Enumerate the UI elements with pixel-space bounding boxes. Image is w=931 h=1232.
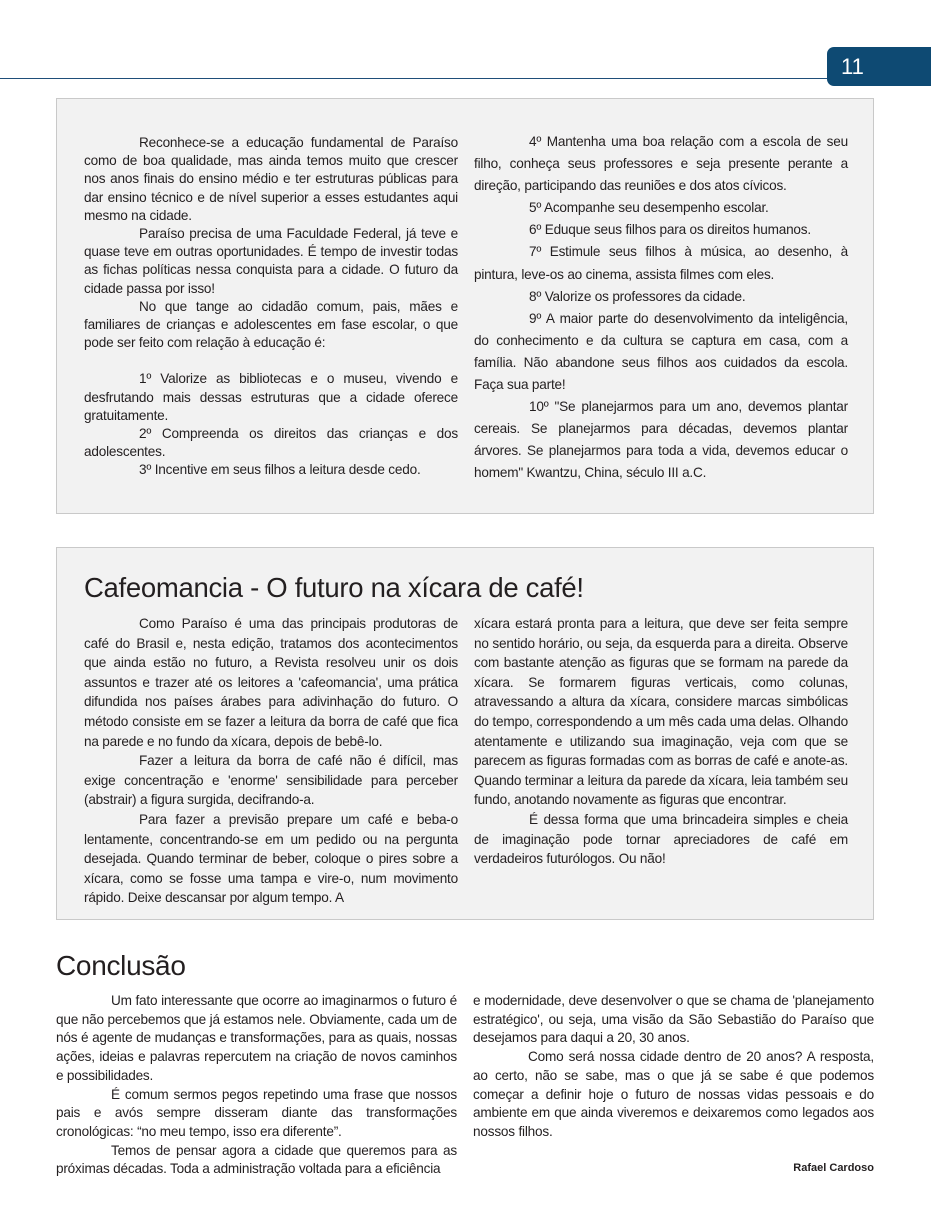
list-item: 1º Valorize as bibliotecas e o museu, vivendo e desfrutando mais dessas estruturas que a cidade oferece gratuitamente. [84, 371, 458, 423]
conclusion-right-column [473, 992, 874, 1142]
paragraph: e modernidade, deve desenvolver o que se chama de 'planejamento estratégico', ou seja, uma visão da São Sebastião do Paraíso que desejamos para daqui a 20, 30 anos. [473, 993, 874, 1046]
list-item: 4º Mantenha uma boa relação com a escola de seu filho, conheça seus professores e seja presente perante a direção, participando das reuniões e dos atos cívicos. [474, 134, 848, 194]
list-item: 10º "Se planejarmos para um ano, devemos plantar cereais. Se planejarmos para décadas, devemos plantar árvores. Se planejarmos para toda a vida, devemos educar o homem" Kwantzu, China, século III a.C. [474, 399, 848, 481]
list-item: 3º Incentive em seus filhos a leitura desde cedo. [139, 462, 421, 478]
education-right-column [474, 131, 848, 485]
paragraph: Temos de pensar agora a cidade que queremos para as próximas décadas. Toda a administração voltada para a eficiência [56, 1142, 457, 1177]
paragraph: No que tange ao cidadão comum, pais, mães e familiares de crianças e adolescentes em fase escolar, o que pode ser feito com relação à educação é: [84, 298, 458, 351]
paragraph: É dessa forma que uma brincadeira simples e cheia de imaginação pode tornar apreciadores de café em verdadeiros futurólogos. Ou não! [474, 811, 848, 867]
education-box [56, 98, 874, 514]
education-left-column [84, 134, 458, 480]
list-item: 8º Valorize os professores da cidade. [529, 288, 746, 304]
cafeomancia-right-column [474, 614, 848, 869]
list-item: 6º Eduque seus filhos para os direitos humanos. [529, 222, 811, 238]
conclusion-left-column [56, 992, 457, 1179]
page-number: 11 [827, 47, 931, 86]
conclusion-title: Conclusão [56, 950, 186, 981]
paragraph: Paraíso precisa de uma Faculdade Federal, já teve e quase teve em outras oportunidades. É tempo de investir todas as fichas políticas nessa conquista para a cidade. O futuro da cidade passa por isso! [84, 226, 458, 296]
cafeomancia-title: Cafeomancia - O futuro na xícara de café! [84, 572, 584, 603]
cafeomancia-left-column [84, 614, 458, 908]
cafeomancia-box [56, 547, 874, 920]
paragraph: É comum sermos pegos repetindo uma frase que nossos pais e avós sempre disseram diante das transformações cronológicas: “no meu tempo, isso era diferente”. [56, 1086, 457, 1139]
paragraph: Para fazer a previsão prepare um café e beba-o lentamente, concentrando-se em um pedido ou na pergunta desejada. Quando terminar de beber, coloque o pires sobre a xícara, como se fosse uma tampa e vire-o, num movimento rápido. Deixe descansar por algum tempo. A [84, 811, 458, 906]
list-item: 5º Acompanhe seu desempenho escolar. [529, 200, 769, 216]
paragraph: Fazer a leitura da borra de café não é difícil, mas exige concentração e 'enorme' sensibilidade para perceber (abstrair) a figura surgida, decifrando-a. [84, 753, 458, 808]
paragraph: Um fato interessante que ocorre ao imaginarmos o futuro é que não percebemos que já estamos nele. Obviamente, cada um de nós é agente de mudanças e transformações, para as quais, nossas ações, ideias e palavras repercutem na criação de novos caminhos e possibilidades. [56, 993, 457, 1083]
paragraph: xícara estará pronta para a leitura, que deve ser feita sempre no sentido horário, ou seja, da esquerda para a direita. Observe com bastante atenção as figuras que se formam na parede da xícara. Se formarem figuras verticais, como colunas, atravessando a altura da xícara, considere marcas simbólicas do tempo, correspondendo a um mês cada uma delas. Olhando atentamente e utilizando sua imaginação, veja com que se parecem as figuras formadas com as borras de café e anote-as. Quando terminar a leitura da parede da xícara, leia também seu fundo, anotando novamente as figuras que encontrar. [474, 616, 848, 808]
paragraph: Como Paraíso é uma das principais produtoras de café do Brasil e, nesta edição, tratamos dos acontecimentos que ainda estão no futuro, a Revista resolveu unir os dois assuntos e trazer até os leitores a 'cafeomancia', uma prática difundida nos países árabes para adivinhação do futuro. O método consiste em se fazer a leitura da borra de café que fica na parede e no fundo da xícara, depois de bebê-lo. [84, 616, 458, 749]
header-rule [0, 78, 840, 79]
list-item: 9º A maior parte do desenvolvimento da inteligência, do conhecimento e da cultura se captura em casa, com a família. Não abandone seus filhos aos cuidados da escola. Faça sua parte! [474, 310, 848, 393]
author-name: Rafael Cardoso [793, 1162, 874, 1174]
list-item: 2º Compreenda os direitos das crianças e dos adolescentes. [84, 426, 458, 460]
list-item: 7º Estimule seus filhos à música, ao desenho, à pintura, leve-os ao cinema, assista filmes com eles. [474, 244, 848, 282]
paragraph: Reconhece-se a educação fundamental de Paraíso como de boa qualidade, mas ainda temos muito que crescer nos anos finais do ensino médio e ter estruturas públicas para dar ensino técnico e de nível superior a esses estudantes aqui mesmo na cidade. [84, 135, 458, 223]
paragraph: Como será nossa cidade dentro de 20 anos? A resposta, ao certo, não se sabe, mas o que já se sabe é que podemos começar a definir hoje o futuro de nossas vidas pessoais e do ambiente em que ainda viveremos e deixaremos como legados aos nossos filhos. [473, 1049, 874, 1139]
